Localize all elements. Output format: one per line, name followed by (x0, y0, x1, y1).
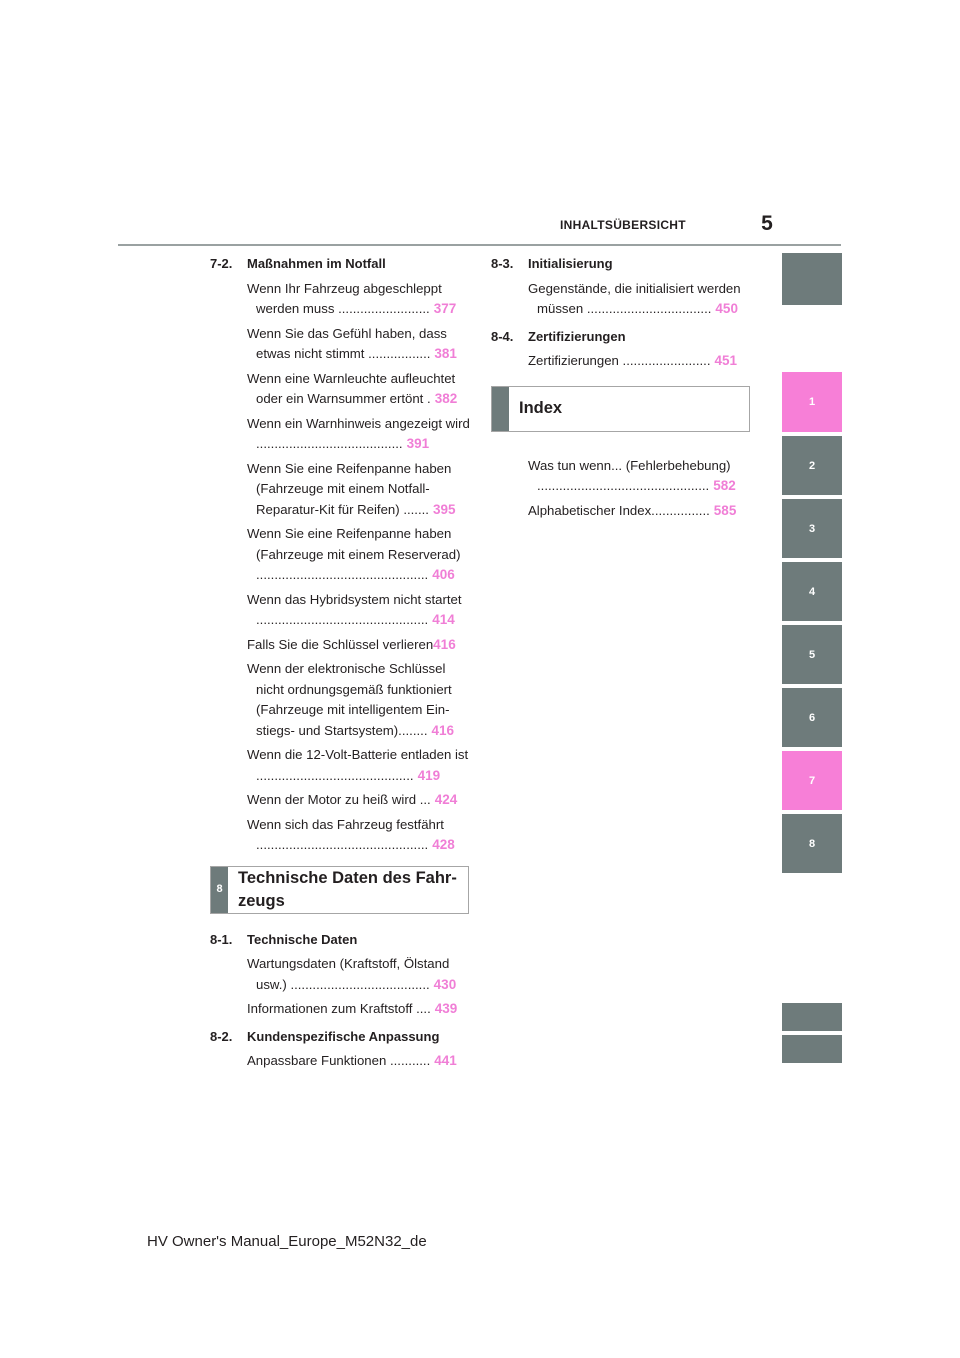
toc-entry-page[interactable]: 382 (434, 391, 458, 406)
section-title: Zertifizierungen (528, 328, 626, 344)
side-tab-top[interactable] (782, 253, 842, 305)
section-heading-7-2 (210, 254, 472, 275)
toc-entry[interactable] (247, 659, 472, 741)
toc-entry-page[interactable]: 585 (713, 502, 737, 518)
header-title: INHALTSÜBERSICHT (560, 218, 686, 232)
toc-entry[interactable] (247, 324, 472, 365)
toc-entry-text: Wenn eine Warnleuchte aufleuchtet oder ein Warnsummer ertönt . (247, 370, 456, 406)
chapter-box-title: Technische Daten des Fahr-zeugs (238, 868, 457, 910)
section-number: 8-3. (491, 256, 514, 271)
toc-entry-page[interactable]: 428 (432, 837, 455, 852)
toc-entry[interactable] (247, 590, 472, 631)
side-tab-4[interactable]: 4 (782, 562, 842, 621)
section-title: Kundenspezifische Anpassung (247, 1028, 440, 1044)
toc-entry-page[interactable]: 416 (431, 722, 455, 738)
side-tab-3[interactable]: 3 (782, 499, 842, 558)
toc-entry[interactable] (528, 456, 753, 497)
toc-entry-text: Wenn der Motor zu heiß wird ... (247, 792, 431, 807)
toc-entry-page[interactable]: 424 (434, 792, 458, 807)
toc-entry-text: Wenn Ihr Fahrzeug abgeschleppt werden muss ......................... (247, 280, 442, 316)
toc-entry[interactable] (247, 999, 472, 1020)
index-box[interactable] (491, 386, 750, 432)
toc-entry[interactable] (247, 1051, 472, 1072)
toc-entry[interactable] (247, 635, 472, 656)
toc-entry[interactable] (528, 501, 753, 522)
toc-entry[interactable] (528, 351, 753, 372)
section-number: 8-1. (210, 931, 233, 947)
toc-left-column (210, 254, 472, 1076)
toc-entry-page[interactable]: 439 (434, 1001, 458, 1016)
toc-entry-text: Wenn Sie eine Reifenpanne haben (Fahrzeuge mit einem Notfall-Reparatur-Kit für Reifen) ....... (247, 460, 452, 517)
toc-entry-page[interactable]: 391 (406, 436, 430, 451)
toc-entry-text: Alphabetischer Index................ (528, 502, 710, 518)
toc-entry-text: Zertifizierungen ........................ (528, 353, 711, 368)
side-tab-7[interactable]: 7 (782, 751, 842, 810)
side-tab-8[interactable]: 8 (782, 814, 842, 873)
toc-entry-page[interactable]: 395 (432, 501, 456, 517)
toc-entry-page[interactable]: 377 (433, 301, 457, 316)
section-heading-8-2 (210, 1027, 472, 1048)
side-tab-extra-1[interactable] (782, 1003, 842, 1031)
toc-entry-page[interactable]: 381 (434, 346, 457, 361)
toc-entry-text: Wartungsdaten (Kraftstoff, Ölstand usw.) ...................................... (247, 956, 450, 992)
toc-entry-text: Was tun wenn... (Fehlerbehebung) ............................................... (528, 457, 731, 493)
toc-entry[interactable] (247, 954, 472, 995)
toc-entry-text: Wenn Sie das Gefühl haben, dass etwas nicht stimmt ................. (247, 325, 447, 361)
toc-entry-text: Falls Sie die Schlüssel verlieren (247, 636, 434, 652)
side-tab-5[interactable]: 5 (782, 625, 842, 684)
section-number: 8-4. (491, 328, 514, 344)
chapter-box-tab: 8 (211, 867, 228, 913)
section-heading-8-1 (210, 930, 472, 951)
toc-entry-text: Anpassbare Funktionen ........... (247, 1053, 431, 1068)
toc-entry-page[interactable]: 441 (434, 1053, 457, 1068)
toc-entry-text: Gegenstände, die initialisiert werden müssen .................................. (528, 280, 741, 316)
toc-entry-page[interactable]: 430 (433, 976, 457, 992)
section-title: Initialisierung (528, 256, 613, 271)
toc-entry-page[interactable]: 414 (432, 612, 455, 627)
toc-entry-page[interactable]: 450 (715, 301, 738, 316)
section-title: Technische Daten (247, 931, 358, 947)
page-number: 5 (761, 212, 773, 235)
toc-entry-text: Wenn das Hybridsystem nicht startet ............................................... (247, 591, 462, 627)
toc-entry-text: Wenn der elektronische Schlüssel nicht ordnungsgemäß funktioniert (Fahrzeuge mit intelligentem Ein-stiegs- und Startsystem)........ (247, 661, 452, 738)
toc-entry[interactable] (247, 524, 472, 586)
toc-entry-text: Wenn die 12-Volt-Batterie entladen ist ........................................... (247, 747, 469, 783)
toc-entry-page[interactable]: 406 (432, 567, 455, 582)
section-number: 8-2. (210, 1028, 233, 1044)
section-heading-8-4 (491, 327, 753, 348)
section-title: Maßnahmen im Notfall (247, 256, 386, 271)
side-tab-1[interactable]: 1 (782, 372, 842, 432)
toc-entry[interactable] (247, 815, 472, 856)
side-tab-extra-2[interactable] (782, 1035, 842, 1063)
toc-entry[interactable] (247, 459, 472, 521)
toc-entry[interactable] (247, 279, 472, 320)
section-heading-8-3 (491, 254, 753, 275)
toc-entry[interactable] (247, 790, 472, 811)
toc-entry-page[interactable]: 582 (713, 478, 736, 493)
toc-right-column (491, 254, 753, 525)
chapter-box-8[interactable] (210, 866, 469, 914)
side-tab-6[interactable]: 6 (782, 688, 842, 747)
header-divider (118, 244, 841, 246)
side-tab-2[interactable]: 2 (782, 436, 842, 495)
toc-entry[interactable] (247, 745, 472, 786)
section-number: 7-2. (210, 256, 233, 271)
footer-manual-id: HV Owner's Manual_Europe_M52N32_de (147, 1233, 427, 1250)
toc-entry-text: Wenn ein Warnhinweis angezeigt wird ........................................ (247, 415, 470, 451)
index-box-title: Index (519, 399, 563, 417)
toc-entry[interactable] (247, 369, 472, 410)
toc-entry-text: Informationen zum Kraftstoff .... (247, 1001, 431, 1016)
index-box-tab (492, 387, 509, 431)
toc-entry-text: Wenn Sie eine Reifenpanne haben (Fahrzeuge mit einem Reserverad) ............................................... (247, 526, 461, 582)
toc-entry-page[interactable]: 419 (417, 767, 441, 783)
toc-entry-page[interactable]: 451 (714, 353, 738, 368)
toc-entry-text: Wenn sich das Fahrzeug festfährt ............................................... (247, 816, 444, 852)
toc-entry[interactable] (247, 414, 472, 455)
toc-entry-page[interactable]: 416 (433, 636, 456, 652)
toc-entry[interactable] (528, 279, 753, 320)
